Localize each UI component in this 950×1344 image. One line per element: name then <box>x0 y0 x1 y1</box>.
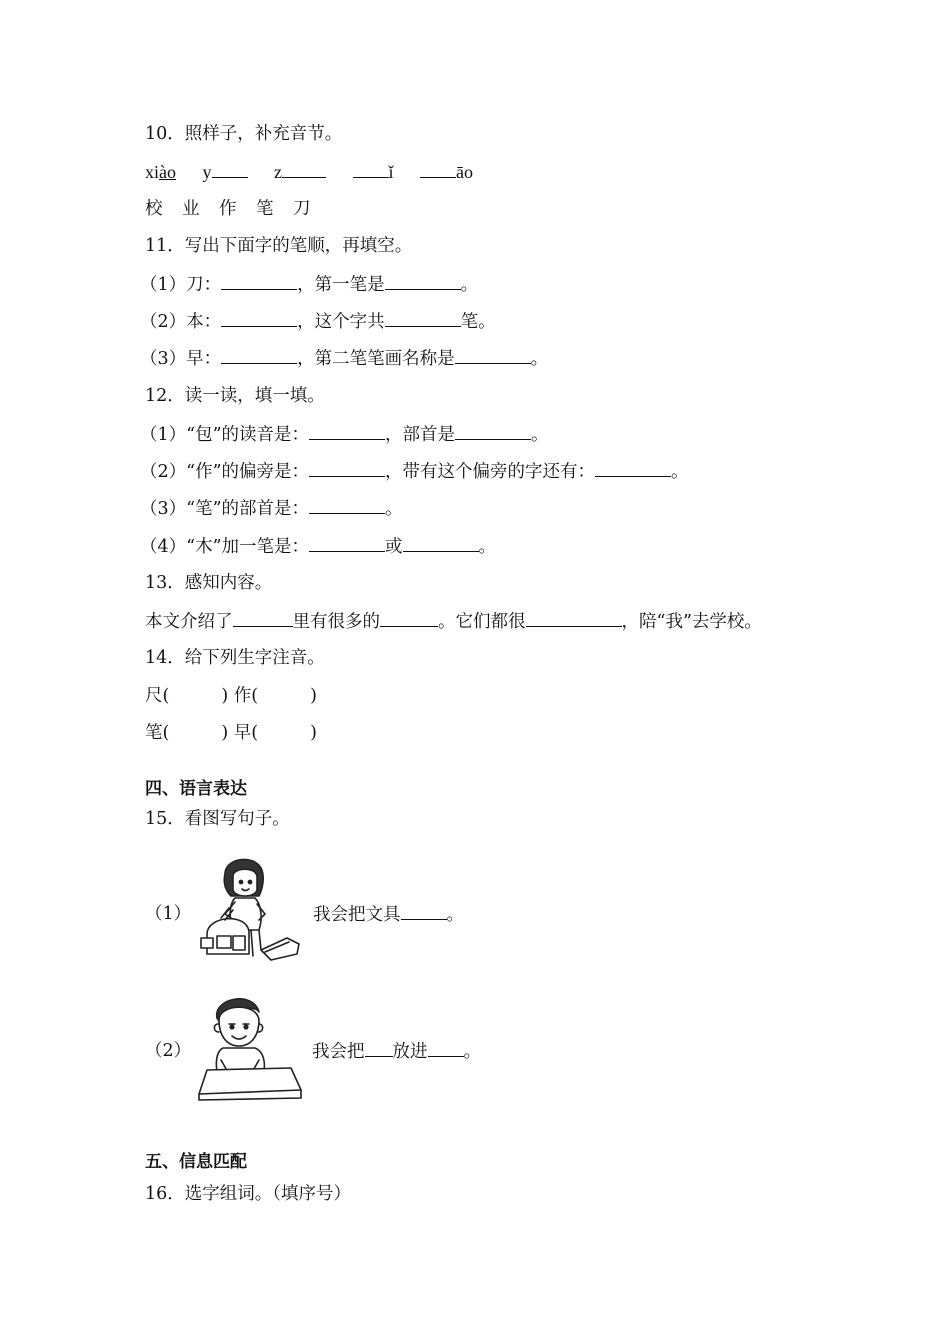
q15-title: 15．看图写句子。 <box>145 809 290 829</box>
answer-blank[interactable] <box>309 423 385 440</box>
q14-title: 14．给下列生字注音。 <box>145 648 325 668</box>
q12-item-3: （3）“笔”的部首是： 。 <box>140 499 403 519</box>
section-5-heading: 五、信息匹配 <box>145 1152 247 1172</box>
q15-item-2-sentence: 我会把 放进 。 <box>312 1042 481 1062</box>
q14-row-2: 笔( ) 早( ) <box>145 723 317 743</box>
answer-blank[interactable] <box>221 347 297 364</box>
answer-blank[interactable] <box>221 273 297 290</box>
char: 业 <box>182 199 200 219</box>
answer-blank[interactable] <box>233 610 293 627</box>
q15-item-1-sentence: 我会把文具 。 <box>313 905 464 925</box>
answer-blank[interactable] <box>401 903 447 920</box>
pinyin-blank-y[interactable]: y <box>203 161 248 183</box>
char: 作 <box>219 199 237 219</box>
q13-text: 本文介绍了 里有很多的 。它们都很 ，陪“我”去学校。 <box>145 612 762 632</box>
q15-item-2-number: （2） <box>145 1041 192 1061</box>
q11-item-2: （2）本： ，这个字共 笔。 <box>140 312 496 332</box>
girl-packing-bag-illustration <box>195 852 305 967</box>
q10-title: 10．照样子，补充音节。 <box>145 124 343 144</box>
answer-blank[interactable] <box>309 535 385 552</box>
pinyin-blank-i[interactable]: ǐ <box>353 161 394 183</box>
answer-blank[interactable] <box>380 610 438 627</box>
answer-blank[interactable] <box>455 423 531 440</box>
q11-item-1: （1）刀： ，第一笔是 。 <box>140 275 479 295</box>
q11-title: 11．写出下面字的笔顺，再填空。 <box>145 236 413 256</box>
char: 笔 <box>256 199 274 219</box>
q11-item-3: （3）早： ，第二笔笔画名称是 。 <box>140 349 549 369</box>
answer-blank[interactable] <box>595 460 671 477</box>
pinyin-blank-z[interactable]: z <box>274 161 326 183</box>
q12-item-1: （1）“包”的读音是： ，部首是 。 <box>140 425 549 445</box>
pinyin-example: xiào <box>145 162 177 182</box>
answer-blank[interactable] <box>428 1040 464 1057</box>
answer-blank[interactable] <box>221 310 297 327</box>
q10-pinyin-row <box>145 161 495 183</box>
q12-item-4: （4）“木”加一笔是： 或 。 <box>140 537 497 557</box>
answer-blank[interactable] <box>385 310 461 327</box>
q10-chars <box>145 198 330 220</box>
answer-blank[interactable] <box>385 273 461 290</box>
section-4-heading: 四、语言表达 <box>145 779 247 799</box>
answer-blank[interactable] <box>403 535 479 552</box>
q12-item-2: （2）“作”的偏旁是： ，带有这个偏旁的字还有： 。 <box>140 462 689 482</box>
answer-blank[interactable] <box>309 497 385 514</box>
q12-title: 12．读一读，填一填。 <box>145 386 325 406</box>
q16-title: 16．选字组词。（填序号） <box>145 1184 352 1204</box>
char: 刀 <box>293 199 311 219</box>
q14-row-1: 尺( ) 作( ) <box>145 686 317 706</box>
q13-title: 13．感知内容。 <box>145 573 273 593</box>
answer-blank[interactable] <box>455 347 531 364</box>
boy-at-desk-illustration <box>195 990 307 1108</box>
answer-blank[interactable] <box>526 610 622 627</box>
q15-item-1-number: （1） <box>145 904 192 924</box>
char: 校 <box>145 199 163 219</box>
answer-blank[interactable] <box>365 1040 393 1057</box>
answer-blank[interactable] <box>309 460 385 477</box>
pinyin-blank-ao[interactable]: āo <box>420 161 473 183</box>
